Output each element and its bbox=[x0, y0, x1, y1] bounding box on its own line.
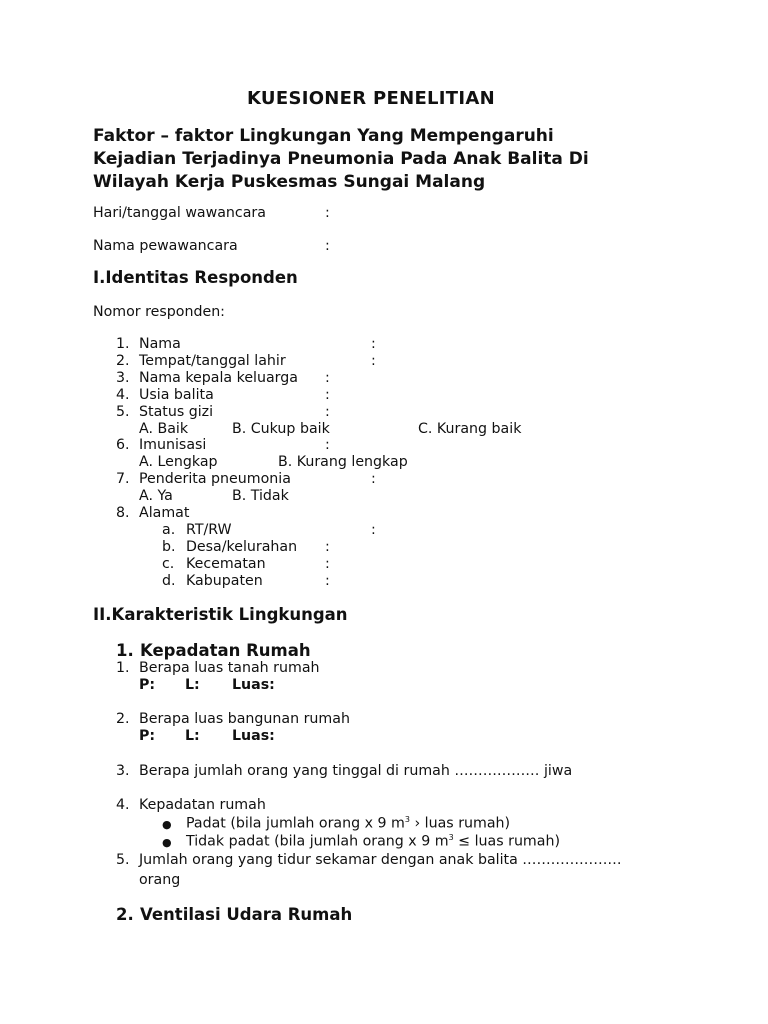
question-3-number: 3. bbox=[116, 763, 130, 779]
item-number-4: 4. bbox=[116, 387, 130, 403]
q2-l-label: L: bbox=[185, 728, 200, 744]
question-3-text: Berapa jumlah orang yang tinggal di rumah ……………… jiwa bbox=[139, 763, 573, 779]
pneumonia-option-a: A. Ya bbox=[139, 488, 173, 504]
question-5-number: 5. bbox=[116, 852, 130, 868]
subsection-2-number: 2. bbox=[116, 905, 134, 924]
bullet-icon: ● bbox=[162, 818, 172, 831]
immunization-option-a: A. Lengkap bbox=[139, 454, 218, 470]
question-1-text: Berapa luas tanah rumah bbox=[139, 660, 320, 676]
item-colon-6: : bbox=[325, 437, 330, 453]
question-4-number: 4. bbox=[116, 797, 130, 813]
question-5-text: Jumlah orang yang tidur sekamar dengan anak balita ………………… bbox=[139, 852, 622, 868]
item-label-address: Alamat bbox=[139, 505, 190, 521]
density-not-dense-text: Tidak padat (bila jumlah orang x 9 m bbox=[186, 833, 449, 850]
address-letter-d: d. bbox=[162, 573, 176, 589]
item-number-3: 3. bbox=[116, 370, 130, 386]
density-dense-condition: › luas rumah) bbox=[409, 815, 511, 832]
page-title: KUESIONER PENELITIAN bbox=[247, 88, 495, 109]
q1-luas-label: Luas: bbox=[232, 677, 275, 693]
item-colon-5: : bbox=[325, 404, 330, 420]
subtitle-line-2: Kejadian Terjadinya Pneumonia Pada Anak Balita Di bbox=[93, 149, 589, 169]
subtitle-line-1: Faktor – faktor Lingkungan Yang Mempengaruhi bbox=[93, 126, 554, 146]
address-label-rtrw: RT/RW bbox=[186, 522, 232, 538]
address-label-village: Desa/kelurahan bbox=[186, 539, 298, 555]
date-label: Hari/tanggal wawancara bbox=[93, 205, 266, 221]
item-label-nama: Nama bbox=[139, 336, 181, 352]
address-letter-a: a. bbox=[162, 522, 176, 538]
cubic-superscript: 3 bbox=[404, 815, 410, 824]
density-dense-text: Padat (bila jumlah orang x 9 m bbox=[186, 815, 405, 832]
q2-luas-label: Luas: bbox=[232, 728, 275, 744]
question-2-text: Berapa luas bangunan rumah bbox=[139, 711, 350, 727]
subtitle-line-3: Wilayah Kerja Puskesmas Sungai Malang bbox=[93, 172, 486, 192]
question-2-number: 2. bbox=[116, 711, 130, 727]
item-label-head-of-family: Nama kepala keluarga bbox=[139, 370, 298, 386]
item-number-1: 1. bbox=[116, 336, 130, 352]
item-label-immunization: Imunisasi bbox=[139, 437, 207, 453]
address-letter-c: c. bbox=[162, 556, 175, 572]
address-label-regency: Kabupaten bbox=[186, 573, 263, 589]
item-colon-3: : bbox=[325, 370, 330, 386]
density-not-dense-condition: ≤ luas rumah) bbox=[453, 833, 560, 850]
subsection-1-title: Kepadatan Rumah bbox=[140, 641, 311, 660]
item-number-2: 2. bbox=[116, 353, 130, 369]
q2-p-label: P: bbox=[139, 728, 156, 744]
q1-p-label: P: bbox=[139, 677, 156, 693]
subsection-2-title: Ventilasi Udara Rumah bbox=[140, 905, 353, 924]
item-label-age: Usia balita bbox=[139, 387, 214, 403]
subsection-1-number: 1. bbox=[116, 641, 134, 660]
item-label-nutrition: Status gizi bbox=[139, 404, 214, 420]
section-1-heading: I.Identitas Responden bbox=[93, 268, 298, 287]
nutrition-option-b: B. Cukup baik bbox=[232, 421, 330, 437]
item-colon-2: : bbox=[371, 353, 376, 369]
density-option-not-dense bbox=[186, 833, 560, 850]
interviewer-label: Nama pewawancara bbox=[93, 238, 238, 254]
address-colon-b: : bbox=[325, 539, 330, 555]
item-colon-1: : bbox=[371, 336, 376, 352]
cubic-superscript: 3 bbox=[448, 833, 454, 842]
q1-l-label: L: bbox=[185, 677, 200, 693]
item-colon-4: : bbox=[325, 387, 330, 403]
item-number-7: 7. bbox=[116, 471, 130, 487]
bullet-icon: ● bbox=[162, 836, 172, 849]
address-letter-b: b. bbox=[162, 539, 176, 555]
item-label-birth: Tempat/tanggal lahir bbox=[139, 353, 286, 369]
date-colon: : bbox=[325, 205, 330, 221]
address-label-district: Kecematan bbox=[186, 556, 266, 572]
item-label-pneumonia: Penderita pneumonia bbox=[139, 471, 291, 487]
density-option-dense bbox=[186, 815, 510, 832]
question-1-number: 1. bbox=[116, 660, 130, 676]
section-2-heading: II.Karakteristik Lingkungan bbox=[93, 605, 348, 624]
item-number-6: 6. bbox=[116, 437, 130, 453]
nutrition-option-c: C. Kurang baik bbox=[418, 421, 522, 437]
address-colon-d: : bbox=[325, 573, 330, 589]
pneumonia-option-b: B. Tidak bbox=[232, 488, 289, 504]
interviewer-colon: : bbox=[325, 238, 330, 254]
item-number-8: 8. bbox=[116, 505, 130, 521]
respondent-number-label: Nomor responden: bbox=[93, 304, 225, 320]
address-colon-a: : bbox=[371, 522, 376, 538]
question-4-text: Kepadatan rumah bbox=[139, 797, 266, 813]
nutrition-option-a: A. Baik bbox=[139, 421, 189, 437]
immunization-option-b: B. Kurang lengkap bbox=[278, 454, 408, 470]
address-colon-c: : bbox=[325, 556, 330, 572]
item-colon-7: : bbox=[371, 471, 376, 487]
item-number-5: 5. bbox=[116, 404, 130, 420]
question-5-unit: orang bbox=[139, 872, 181, 888]
